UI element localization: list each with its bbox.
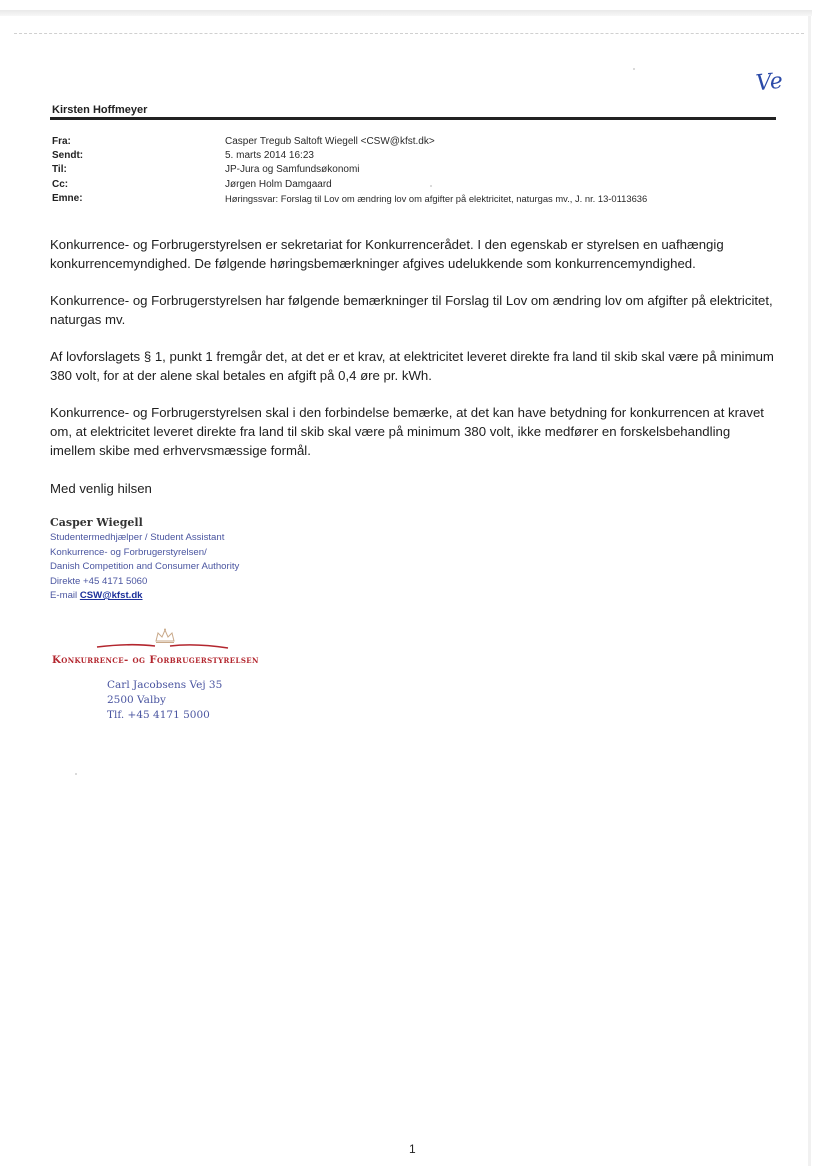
to-value: JP-Jura og Samfundsøkonomi <box>225 164 360 176</box>
to-label: Til: <box>52 164 67 176</box>
sent-value: 5. marts 2014 16:23 <box>225 150 314 162</box>
scan-speck <box>75 773 77 775</box>
signature-org-english: Danish Competition and Consumer Authority <box>50 561 240 572</box>
signature-email-line <box>50 589 350 604</box>
body-paragraph-4: Konkurrence- og Forbrugerstyrelsen skal i den forbindelse bemærke, at det kan have betydning for konkurrencen at kravet om, at elektricitet leveret direkte fra land til skib skal være på minimum 380 volt, ikke medfører en forskelsbehandling imellem skibe med erhvervsmæssige formål. <box>50 405 764 458</box>
address-street: Carl Jacobsens Vej 35 <box>107 679 223 691</box>
email-signature <box>50 516 350 604</box>
signature-email-prefix: E-mail <box>50 590 78 601</box>
body-paragraph-3: Af lovforslagets § 1, punkt 1 fremgår det, at det er et krav, at elektricitet leveret direkte fra land til skib skal være på minimum 380 volt, for at der alene skal betales en afgift på 0,4 øre pr. kWh. <box>50 349 774 383</box>
signature-name: Casper Wiegell <box>50 516 143 529</box>
address-city: 2500 Valby <box>107 694 166 706</box>
subject-label: Emne: <box>52 193 83 205</box>
closing-greeting: Med venlig hilsen <box>50 481 152 496</box>
scan-top-edge <box>0 10 812 16</box>
body-paragraph-2: Konkurrence- og Forbrugerstyrelsen har følgende bemærkninger til Forslag til Lov om ændring lov om afgifter på elektricitet, naturgas mv. <box>50 293 773 327</box>
from-value: Casper Tregub Saltoft Wiegell <CSW@kfst.dk> <box>225 135 435 147</box>
header-cc-row <box>52 177 772 191</box>
logo-swoosh-icon <box>95 642 230 650</box>
scan-speck <box>633 68 635 70</box>
body-paragraph-1: Konkurrence- og Forbrugerstyrelsen er sekretariat for Konkurrencerådet. I den egenskab er styrelsen en uafhængig konkurrencemyndighed. De følgende høringsbemærkninger afgives udelukkende som konkurrencemyndighed. <box>50 237 724 271</box>
scan-right-edge <box>808 16 811 1166</box>
header-sent-row <box>52 148 772 162</box>
header-subject-row <box>52 192 772 206</box>
handwritten-initials: Ve <box>754 68 785 97</box>
header-from-row <box>52 134 772 148</box>
signature-org-danish: Konkurrence- og Forbrugerstyrelsen/ <box>50 546 207 558</box>
sent-label: Sendt: <box>52 150 84 162</box>
signature-title: Studentermedhjælper / Student Assistant <box>50 532 225 543</box>
cc-label: Cc: <box>52 178 69 190</box>
email-body <box>50 235 774 478</box>
owner-divider <box>50 117 776 120</box>
scan-artifact-line <box>14 33 804 35</box>
email-header <box>52 134 772 206</box>
address-phone: Tlf. +45 4171 5000 <box>107 709 210 721</box>
header-to-row <box>52 163 772 177</box>
subject-value: Høringssvar: Forslag til Lov om ændring lov om afgifter på elektricitet, naturgas mv., J. nr. 13-0113636 <box>225 193 648 205</box>
organization-logo-name: Konkurrence- og Forbrugerstyrelsen <box>52 654 259 666</box>
signature-direct-phone: Direkte +45 4171 5060 <box>50 575 148 587</box>
organization-address <box>107 678 222 723</box>
mailbox-owner: Kirsten Hoffmeyer <box>52 104 148 116</box>
scan-speck <box>430 185 432 187</box>
signature-email-link[interactable]: CSW@kfst.dk <box>79 590 143 601</box>
from-label: Fra: <box>52 135 71 147</box>
cc-value: Jørgen Holm Damgaard <box>225 178 332 190</box>
page-number: 1 <box>409 1142 416 1156</box>
